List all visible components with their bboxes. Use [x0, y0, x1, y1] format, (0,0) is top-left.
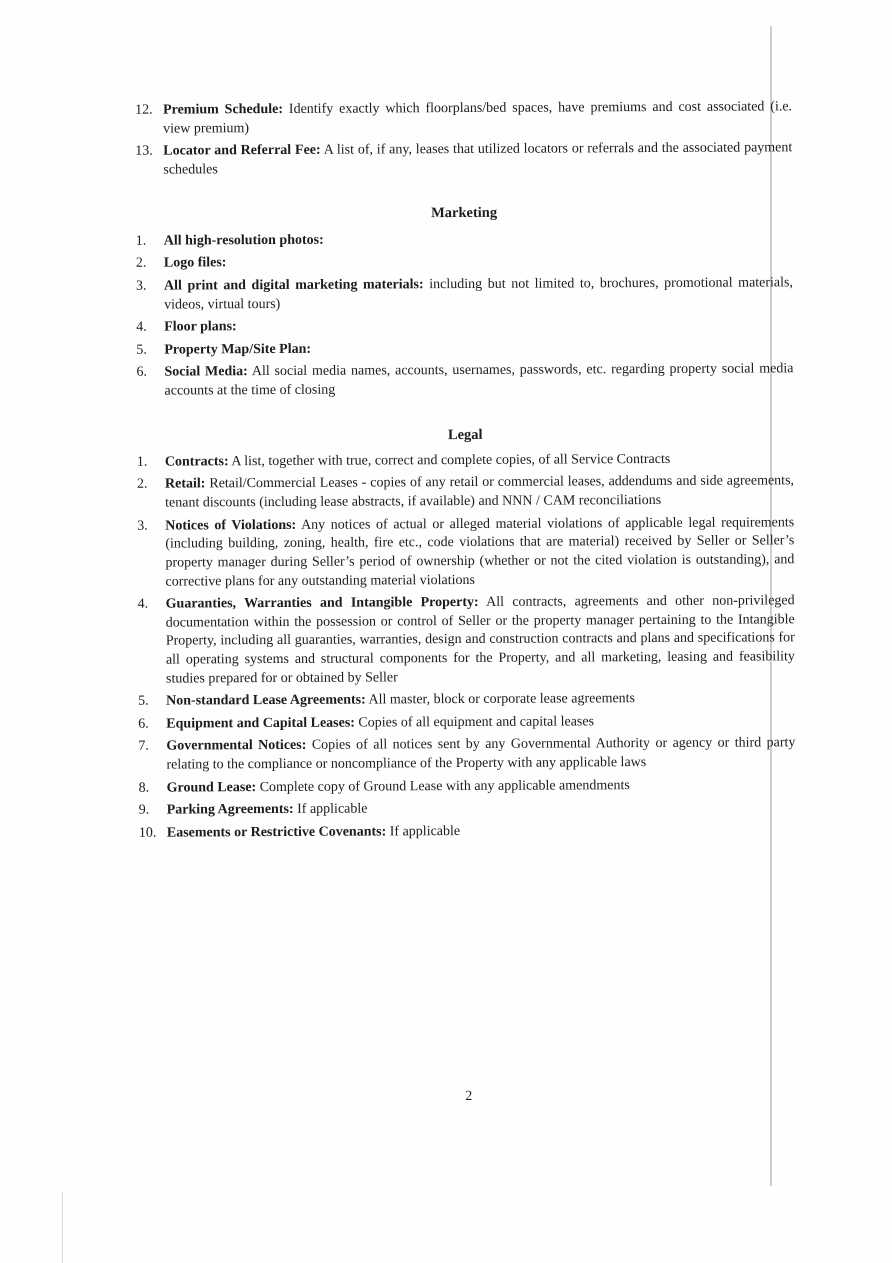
- list-item: [135, 98, 792, 139]
- item-text: If applicable: [389, 823, 461, 840]
- item-number: 4.: [136, 319, 147, 335]
- list-item: [138, 689, 795, 711]
- item-label: Guaranties, Warranties and Intangible Property:: [165, 595, 479, 612]
- item-number: 13.: [135, 143, 153, 159]
- list-item: [139, 776, 796, 798]
- marketing-list: [136, 229, 794, 401]
- item-text: All contracts, agreements and other non-privileged documentation within the possession or control of Seller or the property manager pertaining to the Intangible Property, including all guaranties, warranties, design and construction contracts and plans and specifications for all operating systems and structural components for the Property, and all marketing, leasing and feasibility studies prepared for or obtained by Seller: [165, 593, 795, 687]
- item-label: Logo files:: [163, 255, 227, 271]
- item-label: Ground Lease:: [166, 779, 257, 796]
- item-number: 8.: [138, 780, 150, 796]
- item-text: If applicable: [297, 801, 368, 818]
- item-label: Easements or Restrictive Covenants:: [166, 824, 387, 841]
- item-text: A list, together with true, correct and complete copies, of all Service Contracts: [231, 451, 671, 470]
- item-number: 4.: [137, 596, 149, 612]
- item-label: All print and digital marketing materials:: [163, 277, 424, 294]
- item-label: Retail:: [164, 476, 206, 493]
- item-number: 5.: [136, 342, 147, 358]
- section-marketing: [136, 203, 794, 402]
- item-label: Equipment and Capital Leases:: [166, 715, 355, 732]
- item-label: Social Media:: [164, 364, 248, 380]
- section-legal: [137, 424, 796, 843]
- item-number: 10.: [138, 825, 157, 841]
- item-body: [163, 139, 792, 180]
- list-item: [137, 514, 794, 592]
- item-body: [167, 799, 796, 821]
- item-number: 2.: [135, 255, 147, 272]
- item-number: 3.: [137, 518, 148, 534]
- item-body: [166, 712, 795, 734]
- item-body: [164, 229, 793, 251]
- item-text: including but not limited to, brochures, promotional materials, videos, virtual tours): [164, 275, 794, 313]
- item-body: [166, 735, 795, 776]
- item-body: [164, 315, 793, 337]
- item-body: [166, 592, 795, 688]
- list-item: [137, 450, 794, 472]
- item-body: [167, 821, 796, 843]
- item-body: [164, 274, 793, 315]
- item-number: 1.: [135, 233, 147, 249]
- item-number: 12.: [135, 102, 153, 118]
- section-heading: Marketing: [431, 205, 498, 222]
- item-body: [163, 98, 792, 139]
- item-label: Contracts:: [164, 454, 229, 470]
- item-text: A list of, if any, leases that utilized locators or referrals and the associated payment schedules: [163, 140, 793, 178]
- list-item: [136, 361, 793, 402]
- item-text: All social media names, accounts, usernames, passwords, etc. regarding property social media accounts at the time of closing: [164, 361, 794, 399]
- item-text: Copies of all notices sent by any Governmental Authority or agency or third party relating to the compliance or noncompliance of the Property with any applicable laws: [166, 735, 796, 773]
- item-number: 6.: [138, 716, 149, 732]
- page-number: 2: [465, 1088, 473, 1105]
- item-label: Premium Schedule:: [163, 101, 284, 118]
- item-text: Complete copy of Ground Lease with any applicable amendments: [259, 777, 630, 795]
- item-label: Property Map/Site Plan:: [164, 341, 312, 358]
- item-body: [164, 338, 793, 360]
- list-item: [136, 229, 793, 251]
- list-item: [138, 735, 795, 776]
- item-number: 9.: [138, 802, 150, 818]
- list-item: [136, 274, 793, 315]
- item-body: [165, 450, 794, 472]
- item-number: 3.: [135, 278, 147, 294]
- item-label: Locator and Referral Fee:: [163, 142, 321, 159]
- item-number: 7.: [138, 739, 149, 755]
- item-number: 2.: [136, 477, 148, 493]
- item-number: 1.: [136, 454, 148, 470]
- list-item: [137, 473, 794, 514]
- list-item: [138, 592, 795, 688]
- item-text: All master, block or corporate lease agreements: [368, 691, 636, 708]
- item-label: Notices of Violations:: [165, 517, 297, 534]
- item-number: 6.: [136, 365, 147, 381]
- list-item: [139, 821, 796, 843]
- legal-list: [137, 450, 796, 843]
- item-text: Copies of all equipment and capital leases: [358, 714, 595, 731]
- item-body: [165, 473, 794, 514]
- item-number: 5.: [138, 693, 149, 709]
- item-text: Any notices of actual or alleged material violations of applicable legal requirements (including building, zoning, health, fire etc., code violations that are material) received by Seller or Seller’s property manager during Seller’s period of ownership (whether or not the cited violation is outstanding), and corrective plans for any outstanding material violations: [165, 514, 795, 590]
- item-label: Non-standard Lease Agreements:: [166, 692, 366, 709]
- item-body: [167, 776, 796, 798]
- item-body: [165, 514, 794, 592]
- item-label: Floor plans:: [164, 319, 237, 335]
- list-item: [136, 315, 793, 337]
- item-text: Retail/Commercial Leases - copies of any retail or commercial leases, addendums and side agreements, tenant discounts (including lease abstracts, if available) and NNN / CAM reconciliations: [165, 473, 795, 511]
- item-body: [166, 689, 795, 711]
- section-heading: Legal: [447, 426, 483, 443]
- scan-artifact-bottom-mark: [62, 1192, 63, 1263]
- item-text: Identify exactly which floorplans/bed spaces, have premiums and cost associated (i.e. view premium): [163, 99, 793, 137]
- intro-list: [135, 98, 792, 180]
- list-item: [138, 712, 795, 734]
- list-item: [135, 139, 792, 180]
- document-content: [135, 98, 796, 1105]
- item-label: Governmental Notices:: [166, 738, 307, 754]
- item-label: Parking Agreements:: [166, 802, 294, 818]
- item-label: All high-resolution photos:: [163, 232, 324, 249]
- item-body: [164, 361, 793, 402]
- item-body: [164, 252, 793, 274]
- list-item: [136, 338, 793, 360]
- list-item: [136, 252, 793, 274]
- list-item: [139, 799, 796, 821]
